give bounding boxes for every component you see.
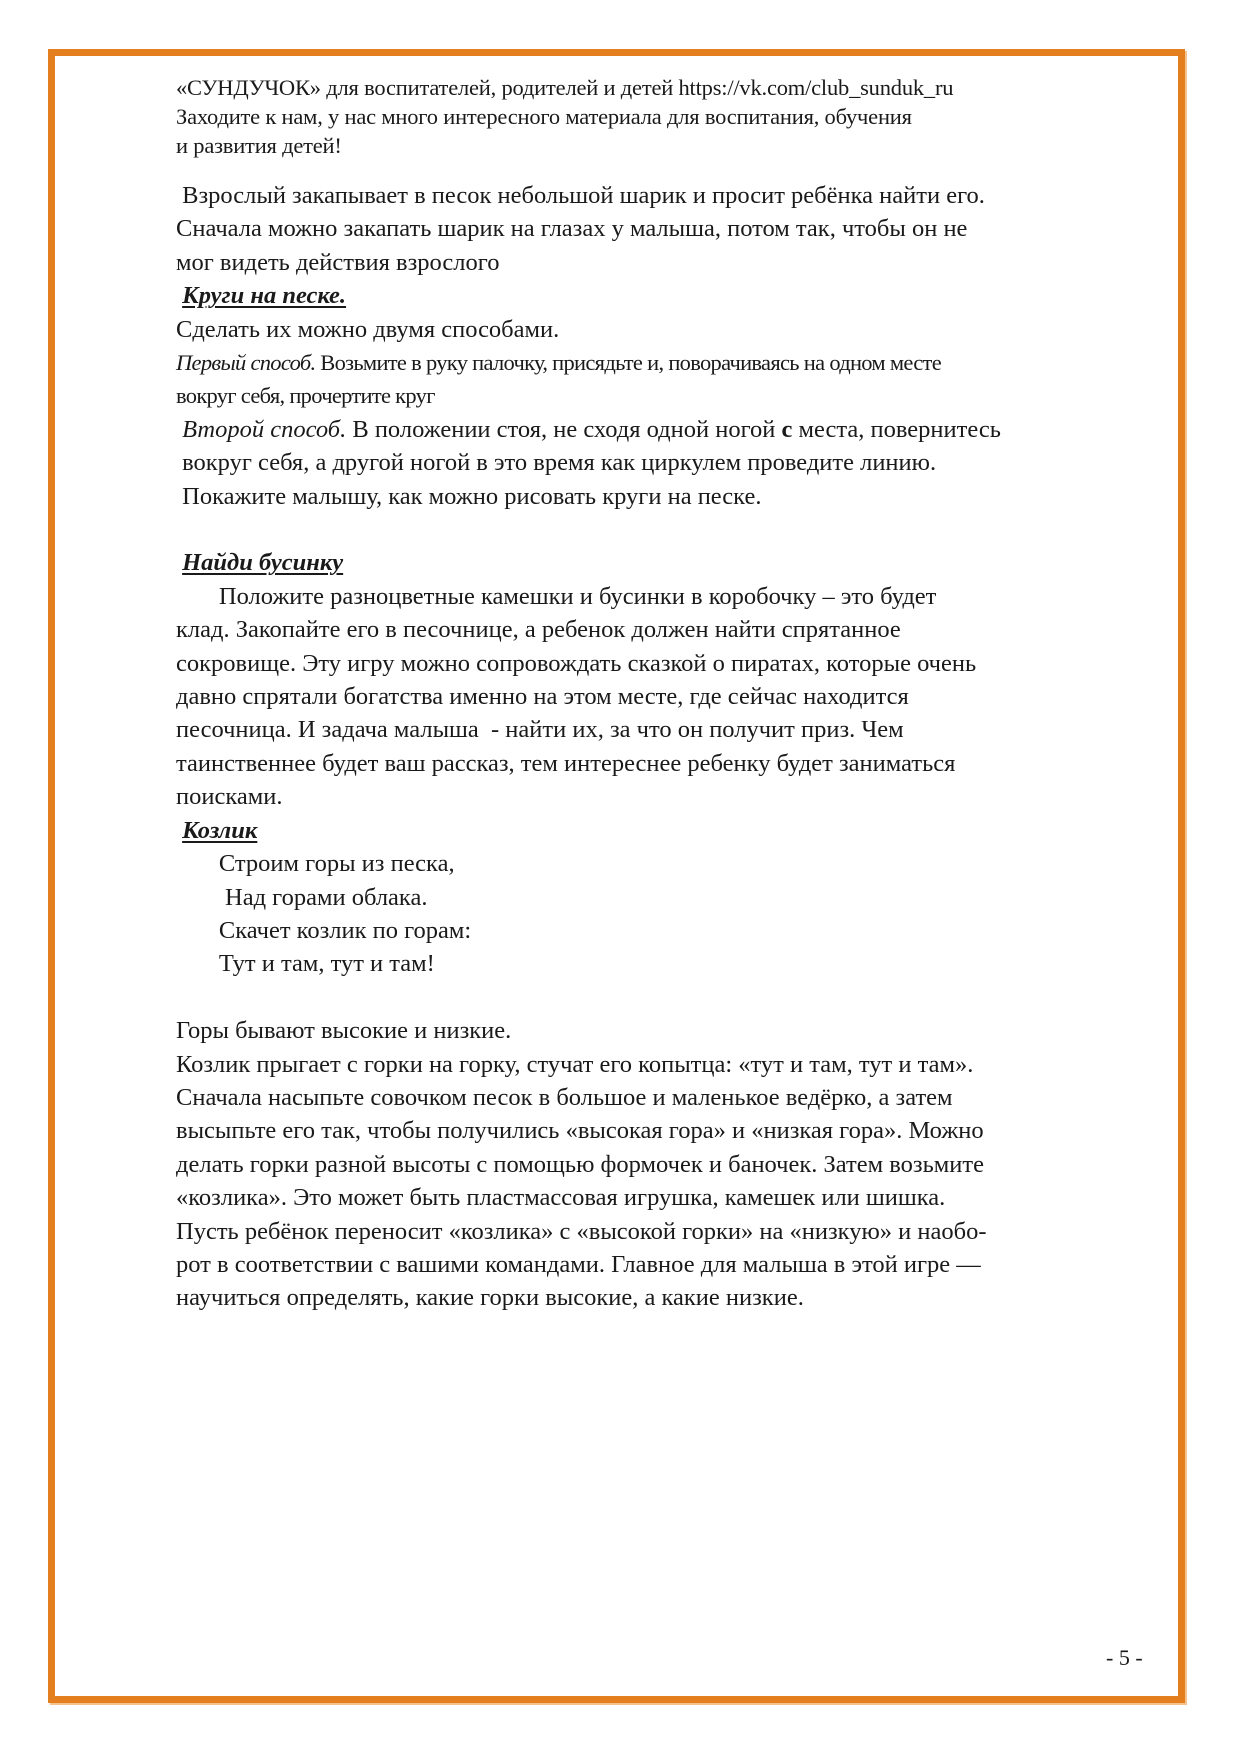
paragraph-line: Покажите малышу, как можно рисовать круги на песке. (176, 482, 762, 510)
header-line: и развития детей! (176, 133, 342, 158)
bold-letter: с (781, 415, 793, 443)
paragraph-line: вокруг себя, прочертите круг (176, 383, 435, 409)
method-text: места, повернитесь (792, 415, 1001, 443)
section-heading-goat (176, 814, 1166, 847)
section-heading-bead (176, 546, 1166, 579)
paragraph-line: Горы бывают высокие и низкие. (176, 1017, 512, 1045)
section-title: Козлик (182, 816, 258, 844)
paragraph-line: Козлик прыгает с горки на горку, стучат его копытца: «тут и там, тут и там». (176, 1050, 974, 1078)
header-line: «СУНДУЧОК» для воспитателей, родителей и детей https://vk.com/club_sunduk_ru (176, 75, 954, 100)
paragraph-line: давно спрятали богатства именно на этом месте, где сейчас находится (176, 683, 909, 711)
intro-line: Взрослый закапывает в песок небольшой шарик и просит ребёнка найти его. (176, 182, 985, 209)
poem-line: Скачет козлик по горам: (176, 916, 472, 944)
method-label: Второй способ. (182, 415, 347, 443)
method-text: В положении стоя, не сходя одной ногой (346, 415, 782, 443)
paragraph-line: песочница. И задача малыша - найти их, за что он получит приз. Чем (176, 716, 904, 744)
paragraph-line: научиться определять, какие горки высокие, а какие низкие. (176, 1284, 804, 1312)
paragraph-line: Сначала насыпьте совочком песок в большое и маленькое ведёрко, а затем (176, 1083, 953, 1111)
intro-line: мог видеть действия взрослого (176, 248, 500, 276)
paragraph-line: поисками. (176, 783, 283, 811)
paragraph-line: клад. Закопайте его в песочнице, а ребенок должен найти спрятанное (176, 616, 901, 644)
section-heading-circles (176, 279, 1166, 312)
poem-line: Над горами облака. (176, 883, 428, 911)
paragraph-line (176, 346, 1166, 379)
poem-line: Тут и там, тут и там! (176, 950, 435, 978)
paragraph-line: «козлика». Это может быть пластмассовая игрушка, камешек или шишка. (176, 1184, 946, 1212)
section-title: Круги на песке. (182, 282, 347, 310)
paragraph-line: Положите разноцветные камешки и бусинки в коробочку – это будет (176, 582, 937, 610)
paragraph-line: вокруг себя, а другой ногой в это время как циркулем проведите линию. (176, 449, 937, 477)
header (176, 73, 1176, 160)
page-number: - 5 - (1106, 1645, 1143, 1670)
paragraph-line: рот в соответствии с вашими командами. Главное для малыша в этой игре — (176, 1250, 981, 1278)
paragraph-line: Сделать их можно двумя способами. (176, 315, 560, 343)
poem-line: Строим горы из песка, (176, 850, 455, 878)
intro-line: Сначала можно закапать шарик на глазах у малыша, потом так, чтобы он не (176, 215, 968, 243)
section-title: Найди бусинку (182, 549, 344, 577)
method-label: Первый способ. (176, 350, 316, 376)
spacer (176, 513, 1166, 546)
paragraph-line: делать горки разной высоты с помощью формочек и баночек. Затем возьмите (176, 1150, 984, 1178)
paragraph-line (176, 413, 1166, 446)
paragraph-line: таинственнее будет ваш рассказ, тем интереснее ребенку будет заниматься (176, 749, 956, 777)
document-body (176, 179, 1166, 1315)
paragraph-line: Пусть ребёнок переносит «козлика» с «высокой горки» на «низкую» и наобо- (176, 1217, 987, 1245)
method-text: Возьмите в руку палочку, присядьте и, поворачиваясь на одном месте (315, 350, 941, 376)
header-line: Заходите к нам, у нас много интересного материала для воспитания, обучения (176, 104, 912, 129)
spacer (176, 981, 1166, 1014)
paragraph-line: высыпьте его так, чтобы получились «высокая гора» и «низкая гора». Можно (176, 1117, 984, 1145)
paragraph-line: сокровище. Эту игру можно сопровождать сказкой о пиратах, которые очень (176, 649, 977, 677)
